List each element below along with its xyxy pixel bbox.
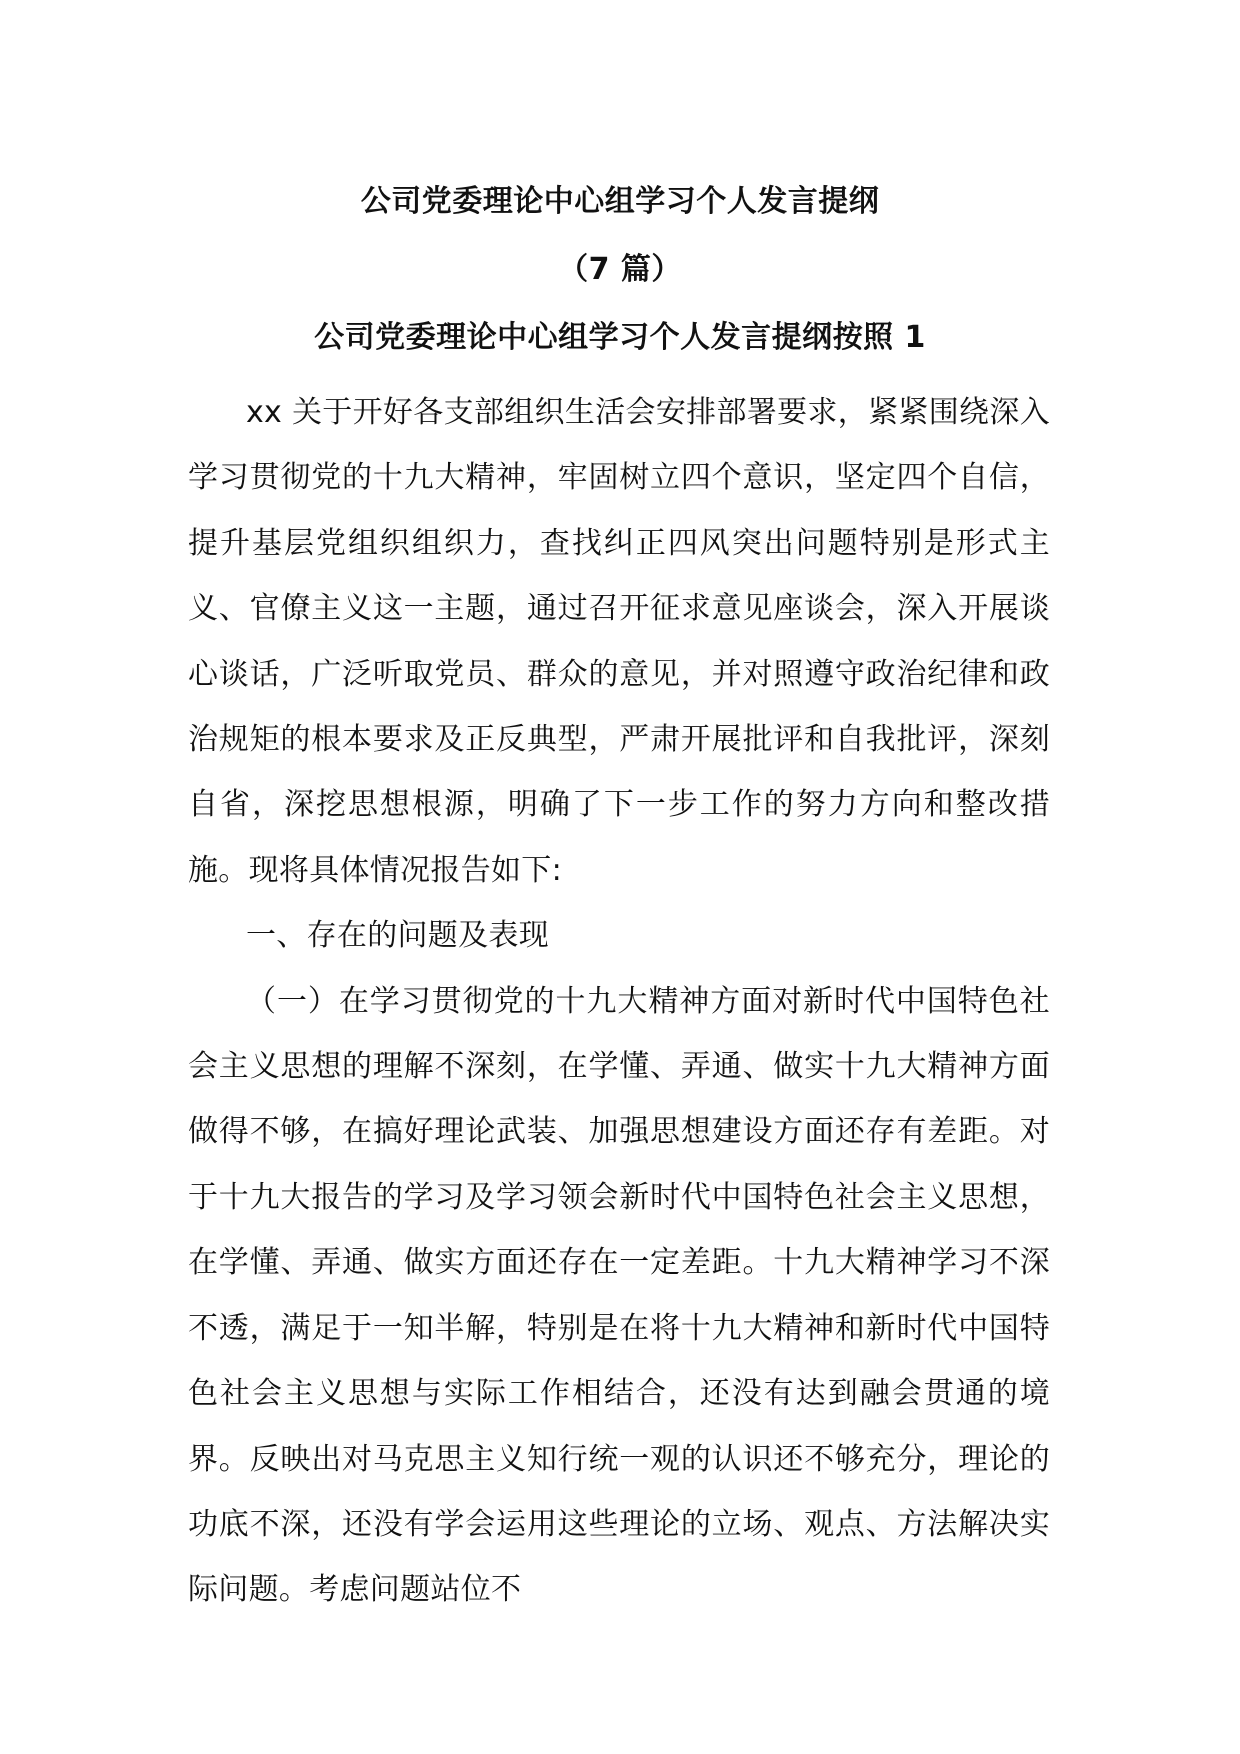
section-title: 公司党委理论中心组学习个人发言提纲按照 1 bbox=[314, 320, 926, 355]
document-body bbox=[188, 380, 1050, 1623]
document-title: 公司党委理论中心组学习个人发言提纲 bbox=[360, 184, 880, 219]
section-heading-problems: 一、存在的问题及表现 bbox=[246, 918, 549, 954]
problem-paragraph-1: （一）在学习贯彻党的十九大精神方面对新时代中国特色社会主义思想的理解不深刻，在学懂、弄通、做实十九大精神方面做得不够，在搞好理论武装、加强思想建设方面还存有差距。对于十九大报告的学习及学习领会新时代中国特色社会主义思想，在学懂、弄通、做实方面还存在一定差距。十九大精神学习不深不透，满足于一知半解，特别是在将十九大精神和新时代中国特色社会主义思想与实际工作相结合，还没有达到融会贯通的境界。反映出对马克思主义知行统一观的认识还不够充分，理论的功底不深，还没有学会运用这些理论的立场、观点、方法解决实际问题。考虑问题站位不 bbox=[188, 983, 1050, 1608]
document-count: （7 篇） bbox=[558, 252, 682, 287]
intro-paragraph: xx 关于开好各支部组织生活会安排部署要求，紧紧围绕深入学习贯彻党的十九大精神，牢固树立四个意识，坚定四个自信，提升基层党组织组织力，查找纠正四风突出问题特别是形式主义、官僚主义这一主题，通过召开征求意见座谈会，深入开展谈心谈话，广泛听取党员、群众的意见，并对照遵守政治纪律和政治规矩的根本要求及正反典型，严肃开展批评和自我批评，深刻自省，深挖思想根源，明确了下一步工作的努力方向和整改措施。现将具体情况报告如下: bbox=[188, 395, 1050, 888]
